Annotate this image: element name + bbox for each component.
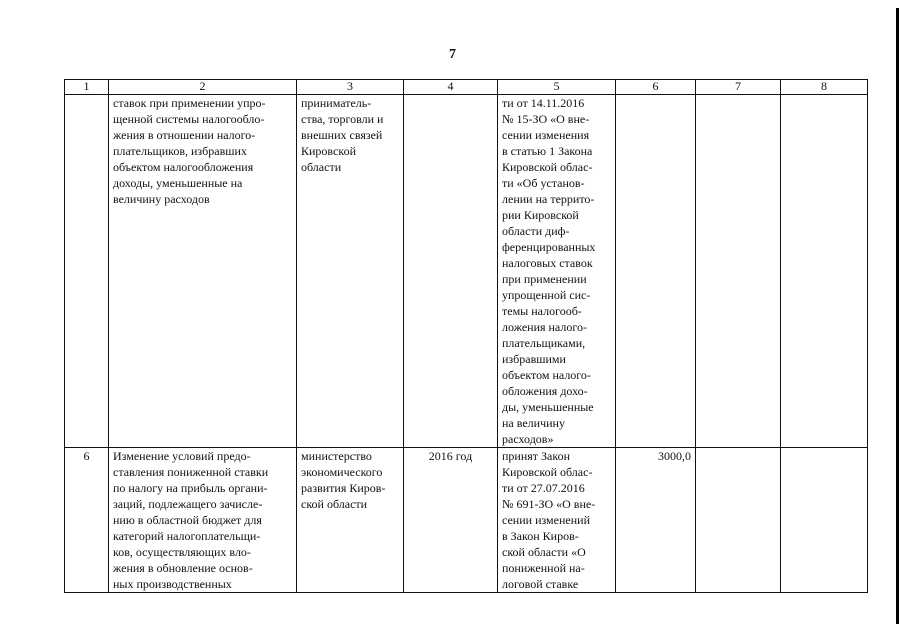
row-number-cell [65,95,109,448]
period-cell: 2016 год [404,448,498,593]
responsible-body-cell: министерство экономического развития Киров- ской области [297,448,404,593]
header-col-3: 3 [297,80,404,95]
amount-cell [616,95,696,448]
header-col-1: 1 [65,80,109,95]
period-cell [404,95,498,448]
measures-table [64,79,868,593]
legal-act-cell: ти от 14.11.2016 № 15-ЗО «О вне- сении изменения в статью 1 Закона Кировской облас- ти «Об установ- лении на террито- рии Кировской области диф- ференцированных налоговых ставок при применении упрощенной сис- темы налогооб- ложения налого- плательщиками, избравшими объектом налого- обложения дохо- ды, уменьшенные на величину расходов» [498,95,616,448]
header-col-2: 2 [109,80,297,95]
amount-cell: 3000,0 [616,448,696,593]
legal-act-cell: принят Закон Кировской облас- ти от 27.07.2016 № 691-ЗО «О вне- сении изменений в Закон Киров- ской области «О пониженной на- логовой ставке [498,448,616,593]
page-number: 7 [449,47,456,62]
header-row [65,80,868,95]
table-row [65,448,868,593]
header-col-8: 8 [781,80,868,95]
responsible-body-cell: приниматель- ства, торговли и внешних связей Кировской области [297,95,404,448]
col8-cell [781,448,868,593]
header-col-6: 6 [616,80,696,95]
row-number-cell: 6 [65,448,109,593]
col7-cell [696,95,781,448]
measure-description-cell: ставок при применении упро- щенной системы налогообло- жения в отношении налого- плательщиков, избравших объектом налогообложения доходы, уменьшенные на величину расходов [109,95,297,448]
header-col-7: 7 [696,80,781,95]
header-col-4: 4 [404,80,498,95]
col8-cell [781,95,868,448]
table-row [65,95,868,448]
header-col-5: 5 [498,80,616,95]
scan-edge-bar [896,8,899,624]
measure-description-cell: Изменение условий предо- ставления пониженной ставки по налогу на прибыль органи- заций, подлежащего зачисле- нию в областной бюджет для категорий налогоплательщи- ков, осуществляющих вло- жения в обновление основ- ных производственных [109,448,297,593]
col7-cell [696,448,781,593]
